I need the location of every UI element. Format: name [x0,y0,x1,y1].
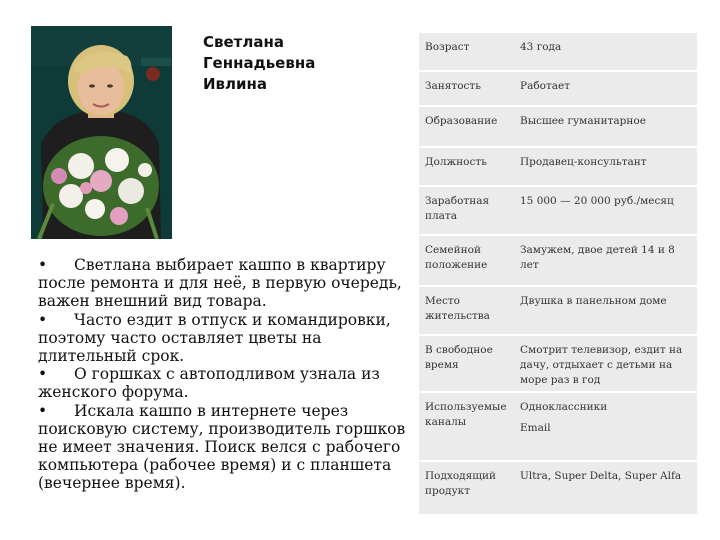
person-name [203,32,403,95]
profile-row-employment [419,72,697,105]
profile-row-age [419,33,697,70]
profile-label: Заработная плата [419,187,516,234]
profile-value: Высшее гуманитарное [516,107,697,146]
bullet-item [38,256,408,311]
bullet-item [38,365,408,401]
profile-label: Место жительства [419,287,516,334]
profile-row-education [419,107,697,146]
profile-row-product [419,462,697,514]
bullet-text: Искала кашпо в интернете через поисковую систему, производитель горшков не имеет значения. Поиск велся с рабочего компьютера (рабочее время) и с планшета (вечернее время). [38,401,406,493]
profile-value: 15 000 — 20 000 руб./месяц [516,187,697,234]
profile-row-residence [419,287,697,334]
bullet-list [38,256,408,493]
profile-row-salary [419,187,697,234]
person-first-name: Светлана [203,33,284,51]
profile-value: 43 года [516,33,697,70]
profile-row-channels [419,393,697,460]
profile-label: Семейной положение [419,236,516,285]
profile-label: В свободное время [419,336,516,391]
profile-label: Используемые каналы [419,393,516,460]
bullet-icon: • [38,256,48,274]
profile-value: Продавец-консультант [516,148,697,185]
person-patronymic: Геннадьевна [203,54,316,72]
bullet-icon: • [38,401,48,420]
profile-row-position [419,148,697,185]
profile-value: Двушка в панельном доме [516,287,697,334]
portrait-photo [31,26,172,239]
profile-value: Работает [516,72,697,105]
profile-value [516,393,697,460]
bullet-icon: • [38,310,48,329]
bullet-text: Часто ездит в отпуск и командировки, поэтому часто оставляет цветы на длительный срок. [38,310,391,366]
profile-value: Смотрит телевизор, ездит на дачу, отдыхает с детьми на море раз в год [516,336,697,391]
profile-label: Занятость [419,72,516,105]
profile-label: Должность [419,148,516,185]
profile-row-family [419,236,697,285]
profile-label: Подходящий продукт [419,462,516,514]
profile-label: Образование [419,107,516,146]
profile-value: Замужем, двое детей 14 и 8 лет [516,236,697,285]
portrait-photo-icon [31,26,172,239]
bullet-icon: • [38,365,48,384]
person-last-name: Ивлина [203,75,268,93]
bullet-text: О горшках с автоподливом узнала из женского форума. [38,365,380,402]
channel-item: Одноклассники [520,401,608,413]
bullet-item [38,402,408,493]
channel-item: Email [520,422,551,434]
bullet-text: Светлана выбирает кашпо в квартиру после ремонта и для неё, в первую очередь, важен внешний вид товара. [38,256,402,311]
bullet-item [38,311,408,366]
profile-value: Ultra, Super Delta, Super Alfa [516,462,697,514]
profile-table [419,31,697,516]
profile-row-free-time [419,336,697,391]
profile-label: Возраст [419,33,516,70]
